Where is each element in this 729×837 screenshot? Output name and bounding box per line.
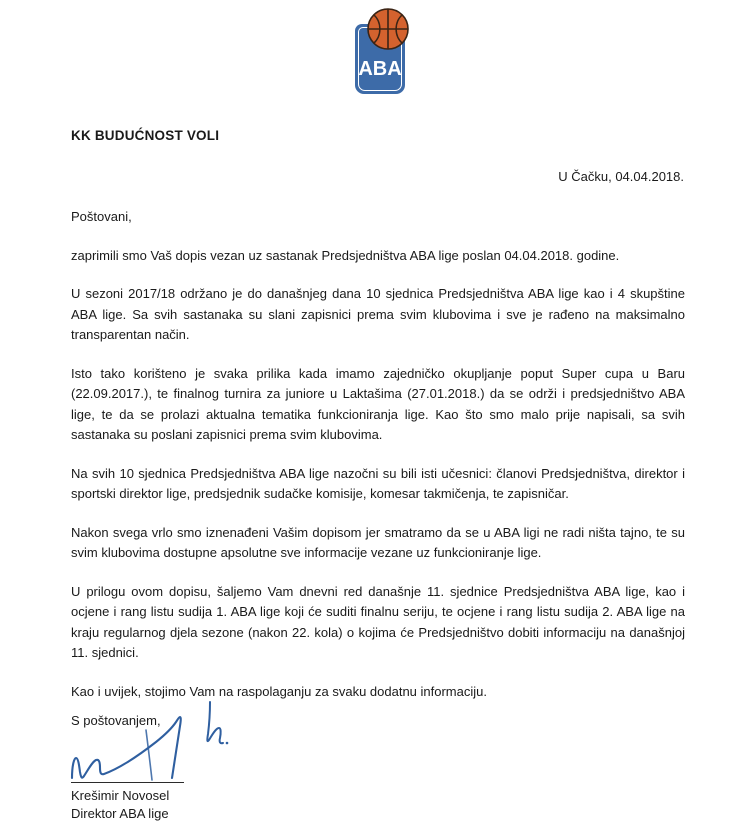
logo-text: ABA xyxy=(358,58,402,80)
paragraph-2: U sezoni 2017/18 održano je do današnjeg dana 10 sjednica Predsjedništva ABA lige kao i 4 skupštine ABA lige. Sa svih sastanaka su slani zapisnici prema svim klubovima i sve je rađeno na maksimalno transparentan način. xyxy=(71,286,685,342)
aba-league-logo xyxy=(351,8,409,94)
signature-rule xyxy=(71,782,184,783)
paragraph-1: zaprimili smo Vaš dopis vezan uz sastanak Predsjedništva ABA lige poslan 04.04.2018. godine. xyxy=(71,247,620,263)
dateline: U Čačku, 04.04.2018. xyxy=(558,169,684,184)
signature-block xyxy=(60,700,360,837)
signer-title: Direktor ABA lige xyxy=(71,805,169,821)
handwritten-signature xyxy=(60,700,290,800)
letter-body xyxy=(71,207,685,702)
signer-name: Krešimir Novosel xyxy=(71,788,170,803)
paragraph-salutation: Poštovani, xyxy=(71,209,132,224)
paragraph-closing-offer: Kao i uvijek, stojimo Vam na raspolaganju za svaku dodatnu informaciju. xyxy=(71,683,487,699)
closing-salutation: S poštovanjem, xyxy=(71,713,161,728)
recipient-name: KK BUDUĆNOST VOLI xyxy=(71,128,220,143)
paragraph-3: Isto tako korišteno je svaka prilika kada imamo zajedničko okupljanje poput Super cupa u Baru (22.09.2017.), te finalnog turnira za juniore u Laktašima (27.01.2018.) da se održi i predsjedništvo ABA lige, te da se prolazi aktualna tematika funkcioniranja lige. Kao što smo malo prije napisali, sa svih sastanaka su poslani zapisnici prema svim klubovima. xyxy=(71,365,685,442)
paragraph-5: Nakon svega vrlo smo iznenađeni Vašim dopisom jer smatramo da se u ABA ligi ne radi ništa tajno, te su svim klubovima dostupne apsolutne sve informacije vezane uz funkcioniranje lige. xyxy=(71,524,685,560)
paragraph-6: U prilogu ovom dopisu, šaljemo Vam dnevni red današnje 11. sjednice Predsjedništva ABA lige, kao i ocjene i rang listu sudija 1. ABA lige koji će suditi finalnu seriju, te ocjene i rang listu sudija 2. ABA lige na kraju regularnog djela sezone (nakon 22. kola) o kojima će Predsjedništvo dobiti informaciju na današnjoj 11. sjednici. xyxy=(71,583,685,660)
basketball-icon xyxy=(367,8,409,50)
paragraph-4: Na svih 10 sjednica Predsjedništva ABA lige nazočni su bili isti učesnici: članovi Predsjedništva, direktor i sportski direktor lige, predsjednik sudačke komisije, komesar takmičenja, te zapisničar. xyxy=(71,465,685,501)
